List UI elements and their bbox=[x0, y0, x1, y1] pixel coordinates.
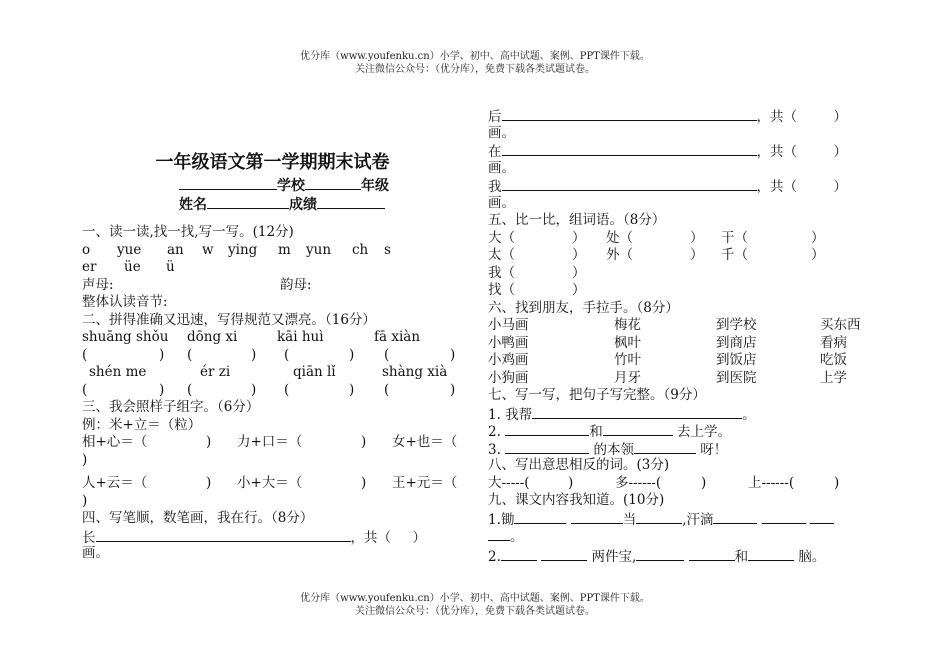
paren-close: ) bbox=[450, 381, 456, 398]
stroke-char: 长 bbox=[82, 529, 96, 546]
word-item: 干（ bbox=[721, 229, 748, 246]
match-item: 看病 bbox=[820, 334, 847, 351]
q4-item-wo-tail: 画。 bbox=[488, 194, 515, 211]
letter: o bbox=[82, 241, 91, 258]
word-item: 找（ bbox=[488, 282, 515, 298]
paren-close: ) bbox=[349, 346, 355, 363]
q2-pinyin-row-2 bbox=[82, 364, 467, 382]
name-blank bbox=[207, 195, 289, 209]
header-line-2: 关注微信公众号：（优分库），免费下载各类试题试卷。 bbox=[355, 64, 595, 75]
poem-blank bbox=[541, 547, 587, 561]
compose-item: 相+心＝（ bbox=[82, 434, 148, 450]
paren-close: ） bbox=[690, 229, 704, 246]
paren-close: ) bbox=[159, 346, 165, 363]
pinyin: shuāng shǒu bbox=[82, 329, 169, 345]
count-label: ，共（ bbox=[350, 529, 391, 546]
word-item: 大（ bbox=[488, 229, 515, 246]
q4-item-chang bbox=[82, 528, 467, 546]
q1-heading: 一、读一读,找一找,写一写。(12分) bbox=[82, 224, 294, 240]
stroke-blank bbox=[96, 528, 351, 542]
page-footer bbox=[0, 592, 950, 618]
q4-item-zai-tail: 画。 bbox=[488, 159, 515, 176]
paren-close: ) bbox=[349, 381, 355, 398]
q6-row bbox=[488, 352, 888, 370]
count-label: ，共（ bbox=[756, 109, 797, 125]
poem-text: 和 bbox=[734, 548, 749, 565]
sentence-mid: 的本领 bbox=[593, 441, 634, 458]
match-item: 小狗画 bbox=[488, 369, 529, 386]
q2-heading: 二、拼得准确又迅速，写得规范又漂亮。（16分） bbox=[82, 311, 376, 328]
match-item: 月牙 bbox=[614, 369, 641, 386]
antonym-item: 大-----( bbox=[488, 474, 530, 491]
q9-line-1-wrap bbox=[488, 527, 888, 545]
pinyin: ér zi bbox=[200, 364, 231, 380]
q3-row-1-wrap: ) bbox=[82, 451, 88, 468]
footer-line-1: 优分库（www.youfenku.cn）小学、初中、高中试题、案例、PPT课件下载。 bbox=[300, 593, 650, 604]
word-item: 外（ bbox=[606, 247, 633, 263]
stroke-blank bbox=[502, 177, 757, 191]
letter: s bbox=[384, 241, 391, 258]
q8-row bbox=[488, 475, 888, 493]
q7-sentence-1 bbox=[488, 405, 888, 423]
paren-close: ） bbox=[572, 247, 586, 263]
letter: ying bbox=[228, 241, 258, 258]
match-item: 上学 bbox=[820, 369, 847, 386]
paren-open: ( bbox=[284, 381, 290, 398]
paren-open: ( bbox=[384, 381, 390, 398]
q4-item-chang-tail: 画。 bbox=[82, 545, 109, 561]
q4-item-zai bbox=[488, 142, 888, 160]
compose-item: 力+口＝（ bbox=[237, 434, 303, 450]
q5-row-1 bbox=[488, 230, 888, 248]
finals-label: 韵母: bbox=[280, 276, 312, 293]
pinyin: qiān lǐ bbox=[293, 364, 336, 380]
paren-close: ） bbox=[833, 179, 847, 195]
paren-close: ) bbox=[361, 434, 367, 450]
letter: ü bbox=[166, 259, 175, 275]
paren-close: ) bbox=[251, 381, 257, 398]
paren-close: ) bbox=[568, 474, 574, 491]
poem-blank bbox=[488, 527, 510, 541]
compose-item: 王+元＝（ bbox=[392, 475, 458, 491]
paren-close: ) bbox=[834, 474, 840, 491]
match-item: 吃饭 bbox=[820, 352, 847, 368]
stroke-blank bbox=[502, 142, 757, 156]
letter: er bbox=[82, 259, 97, 275]
q2-pinyin-row-1 bbox=[82, 329, 467, 347]
paren-close: ） bbox=[572, 229, 586, 246]
q7-sentence-3 bbox=[488, 440, 888, 458]
paren-open: ( bbox=[187, 381, 193, 398]
exam-title: 一年级语文第一学期期末试卷 bbox=[155, 152, 390, 173]
left-column bbox=[82, 152, 467, 563]
word-item: 处（ bbox=[606, 229, 633, 246]
right-column bbox=[488, 107, 888, 564]
q1-letters-row-1 bbox=[82, 242, 467, 260]
score-label: 成绩 bbox=[289, 197, 317, 213]
poem-text: ,汗滴 bbox=[682, 511, 714, 528]
q4-item-wo bbox=[488, 177, 888, 195]
paren-close: ） bbox=[572, 282, 586, 298]
paren-close: ） bbox=[690, 247, 704, 263]
q6-row bbox=[488, 335, 888, 353]
poem-blank bbox=[636, 510, 682, 524]
match-item: 枫叶 bbox=[614, 334, 641, 351]
q8-heading: 八、写出意思相反的词。(3分) bbox=[488, 457, 670, 473]
poem-blank bbox=[810, 510, 834, 524]
poem-blank bbox=[762, 510, 806, 524]
q5-heading: 五、比一比，组词语。（8分） bbox=[488, 212, 666, 228]
paren-close: ) bbox=[361, 475, 367, 491]
q7-heading: 七、写一写，把句子写完整。（9分） bbox=[488, 387, 706, 403]
paren-close: ) bbox=[701, 474, 707, 491]
q2-answer-row-1 bbox=[82, 347, 467, 365]
poem-blank bbox=[636, 547, 684, 561]
word-item: 我（ bbox=[488, 264, 515, 281]
paren-close: ) bbox=[159, 381, 165, 398]
stroke-char: 我 bbox=[488, 179, 502, 195]
match-item: 梅花 bbox=[614, 317, 641, 333]
school-grade-line bbox=[82, 176, 467, 195]
page-header bbox=[0, 50, 950, 76]
match-item: 到医院 bbox=[716, 369, 757, 386]
match-item: 到学校 bbox=[716, 317, 757, 333]
antonym-item: 多------( bbox=[615, 474, 662, 491]
sentence-blank bbox=[532, 405, 742, 419]
initials-label: 声母: bbox=[82, 276, 114, 293]
q3-row-2 bbox=[82, 475, 467, 493]
q4-heading: 四、写笔顺，数笔画，我在行。（8分） bbox=[82, 510, 314, 526]
sentence-mid: 和 bbox=[589, 424, 603, 440]
poem-blank bbox=[501, 547, 537, 561]
stroke-char: 后 bbox=[488, 109, 502, 125]
poem-text: 1.锄 bbox=[488, 511, 515, 528]
school-label: 学校 bbox=[277, 178, 305, 194]
q2-answer-row-2 bbox=[82, 382, 467, 400]
match-item: 小马画 bbox=[488, 317, 529, 333]
antonym-item: 上------( bbox=[748, 474, 795, 491]
count-label: ，共（ bbox=[756, 144, 797, 160]
letter: an bbox=[167, 241, 184, 258]
pinyin: shàng xià bbox=[382, 364, 448, 380]
paren-open: ( bbox=[82, 381, 88, 398]
grade-label: 年级 bbox=[361, 178, 389, 194]
header-line-1: 优分库（www.youfenku.cn）小学、初中、高中试题、案例、PPT课件下载。 bbox=[300, 51, 650, 62]
q6-row bbox=[488, 370, 888, 388]
compose-item: 小+大＝（ bbox=[237, 475, 303, 491]
poem-blank bbox=[713, 510, 757, 524]
poem-text: 2. bbox=[488, 548, 501, 565]
match-item: 小鸡画 bbox=[488, 352, 529, 368]
sentence-blank bbox=[505, 422, 589, 436]
footer-line-2: 关注微信公众号：（优分库），免费下载各类试题试卷。 bbox=[355, 606, 595, 617]
match-item: 到商店 bbox=[716, 334, 757, 351]
paren-close: ） bbox=[833, 109, 847, 125]
q5-row-3 bbox=[488, 265, 888, 283]
paren-open: ( bbox=[384, 346, 390, 363]
poem-text: 当 bbox=[622, 511, 637, 528]
letter: yun bbox=[306, 241, 332, 258]
poem-blank bbox=[514, 510, 566, 524]
q1-letters-row-2 bbox=[82, 259, 467, 277]
poem-text: 两件宝, bbox=[591, 548, 637, 565]
sentence-end: 呀！ bbox=[700, 441, 728, 458]
paren-open: ( bbox=[82, 346, 88, 363]
pinyin: shén me bbox=[89, 364, 147, 380]
paren-open: ( bbox=[187, 346, 193, 363]
poem-text: 。 bbox=[510, 529, 524, 545]
q5-row-2 bbox=[488, 247, 888, 265]
sentence-blank bbox=[603, 422, 673, 436]
paren-close: ） bbox=[412, 529, 426, 546]
score-blank bbox=[317, 195, 385, 209]
match-item: 到饭店 bbox=[716, 352, 757, 368]
q3-heading: 三、我会照样子组字。（6分） bbox=[82, 399, 260, 415]
paren-close: ） bbox=[811, 247, 825, 263]
paren-close: ) bbox=[206, 475, 212, 491]
sentence-blank bbox=[634, 440, 696, 454]
sentence-end: 去上学。 bbox=[676, 424, 731, 440]
paren-close: ） bbox=[811, 229, 825, 246]
paren-close: ) bbox=[450, 346, 456, 363]
poem-text: 脑。 bbox=[798, 548, 826, 565]
pinyin: dōng xi bbox=[187, 329, 238, 345]
letter: m bbox=[278, 241, 291, 258]
q1-initials-finals bbox=[82, 277, 467, 295]
q6-row bbox=[488, 317, 888, 335]
paren-close: ） bbox=[572, 264, 586, 281]
sentence-prefix: 2. bbox=[488, 424, 501, 440]
letter: ch bbox=[352, 241, 369, 258]
name-score-line bbox=[82, 195, 467, 214]
sentence-prefix: 3. bbox=[488, 441, 501, 458]
compose-item: 女+也＝（ bbox=[392, 434, 458, 450]
compose-item: 人+云＝（ bbox=[82, 475, 148, 491]
paren-close: ) bbox=[206, 434, 212, 450]
letter: yue bbox=[117, 241, 142, 258]
paren-close: ） bbox=[833, 144, 847, 160]
q5-row-4 bbox=[488, 282, 888, 300]
match-item: 小鸭画 bbox=[488, 334, 529, 351]
q9-line-1 bbox=[488, 510, 888, 528]
letter: üe bbox=[124, 259, 141, 275]
q1-whole-syllables: 整体认读音节: bbox=[82, 294, 168, 310]
q7-sentence-2 bbox=[488, 422, 888, 440]
count-label: ，共（ bbox=[756, 179, 797, 195]
q4-item-hou-tail: 画。 bbox=[488, 124, 515, 141]
pinyin: kāi huì bbox=[277, 329, 324, 345]
q9-heading: 九、课文内容我知道。(10分) bbox=[488, 492, 665, 508]
word-item: 千（ bbox=[721, 247, 748, 263]
q9-line-2 bbox=[488, 547, 888, 565]
match-item: 竹叶 bbox=[614, 352, 641, 368]
q3-row-1 bbox=[82, 434, 467, 452]
stroke-blank bbox=[502, 107, 757, 121]
grade-blank bbox=[305, 176, 361, 190]
q3-example: 例：米+立＝（粒） bbox=[82, 416, 202, 433]
paren-close: ) bbox=[251, 346, 257, 363]
paren-open: ( bbox=[284, 346, 290, 363]
poem-blank bbox=[689, 547, 735, 561]
sentence-prefix: 1. 我帮 bbox=[488, 406, 533, 423]
letter: w bbox=[202, 241, 214, 258]
name-label: 姓名 bbox=[179, 197, 207, 213]
poem-blank bbox=[571, 510, 623, 524]
match-item: 买东西 bbox=[820, 317, 861, 333]
q4-item-hou bbox=[488, 107, 888, 125]
poem-blank bbox=[748, 547, 794, 561]
q6-heading: 六、找到朋友，手拉手。（8分） bbox=[488, 299, 679, 316]
school-blank bbox=[179, 176, 277, 190]
stroke-char: 在 bbox=[488, 144, 502, 160]
sentence-end: 。 bbox=[742, 406, 756, 423]
word-item: 太（ bbox=[488, 247, 515, 263]
sentence-blank bbox=[505, 440, 589, 454]
q3-row-2-wrap: ) bbox=[82, 492, 88, 509]
pinyin: fā xiàn bbox=[374, 329, 421, 345]
